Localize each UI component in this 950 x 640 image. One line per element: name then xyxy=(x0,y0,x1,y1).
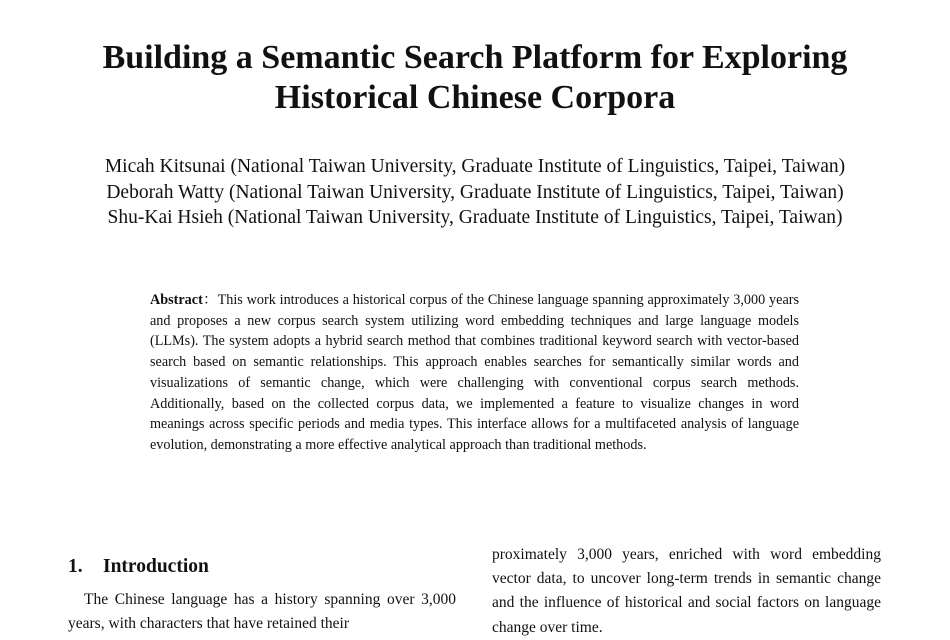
abstract xyxy=(150,290,799,456)
intro-paragraph-right: proximately 3,000 years, enriched with word embedding vector data, to uncover long-term trends in semantic change and the influence of historical and social factors on language change over time. xyxy=(492,546,881,636)
section-number: 1. xyxy=(68,556,83,577)
intro-paragraph-left: The Chinese language has a history spanning over 3,000 years, with characters that have retained their xyxy=(68,591,456,633)
left-column xyxy=(68,554,456,636)
author-list xyxy=(40,154,910,231)
paper-title: Building a Semantic Search Platform for Exploring Historical Chinese Corpora xyxy=(102,39,848,116)
abstract-label: Abstract xyxy=(150,292,203,308)
abstract-separator: ： xyxy=(202,292,218,308)
author-line: Micah Kitsunai (National Taiwan University, Graduate Institute of Linguistics, Taipei, Taiwan) xyxy=(104,156,846,177)
author-line: Shu-Kai Hsieh (National Taiwan University, Graduate Institute of Linguistics, Taipei, Taiwan) xyxy=(107,207,843,228)
author-line: Deborah Watty (National Taiwan University, Graduate Institute of Linguistics, Taipei, Taiwan) xyxy=(106,181,844,203)
section-heading-introduction xyxy=(68,554,456,580)
abstract-text: This work introduces a historical corpus of the Chinese language spanning approximately 3,000 years and proposes a new corpus search system utilizing word embedding techniques and large language models (LLMs). The system adopts a hybrid search method that combines traditional keyword search with vector-based search based on semantic relationships. This approach enables searches for semantically similar words and visualizations of semantic change, which were challenging with conventional corpus search methods. Additionally, based on the collected corpus data, we implemented a feature to visualize changes in word meanings across specific periods and media types. This interface allows for a multifaceted analysis of language evolution, demonstrating a more effective analytical approach than traditional methods. xyxy=(150,292,799,453)
section-title: Introduction xyxy=(103,556,209,577)
